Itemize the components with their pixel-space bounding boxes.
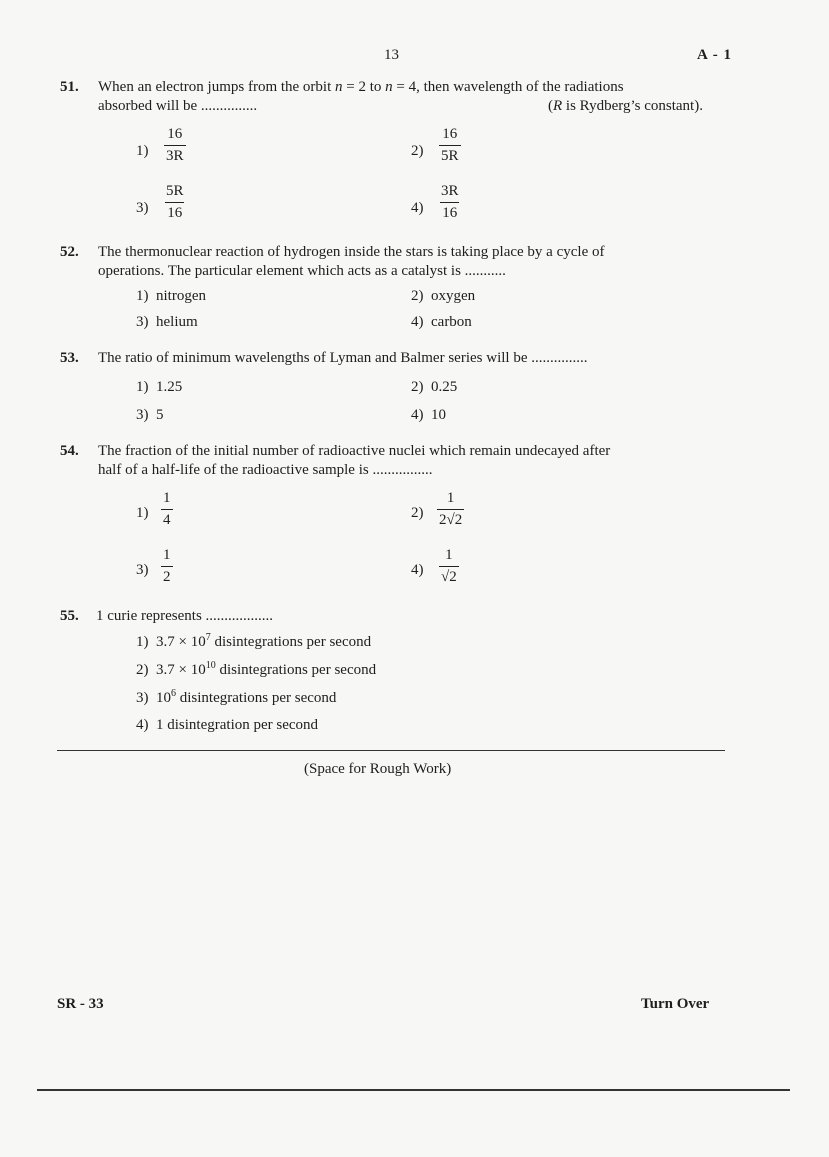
option-label: 2) bbox=[411, 505, 424, 521]
question-number: 55. bbox=[60, 608, 79, 624]
question-text: 1 curie represents .................. bbox=[96, 608, 274, 624]
option-label: 1) bbox=[136, 505, 149, 521]
option: 2) $3.7 \times 10^{10}$ disintegrations per second bbox=[136, 660, 377, 678]
question-text: The thermonuclear reaction of hydrogen inside the stars is taking place by a cycle of bbox=[98, 244, 605, 260]
question-number: 51. bbox=[60, 79, 79, 95]
option-fraction: $\frac{5R}{16}$ bbox=[166, 183, 184, 221]
option-label: 1) bbox=[136, 143, 149, 159]
option-fraction: $\frac{3R}{16}$ bbox=[441, 183, 459, 221]
option-label: 2) bbox=[411, 143, 424, 159]
option: 2) oxygen bbox=[411, 288, 476, 304]
question-number: 53. bbox=[60, 350, 79, 366]
question-note: (R is Rydberg’s constant). bbox=[548, 98, 703, 114]
paper-code: A - 1 bbox=[697, 47, 732, 63]
option: 3) helium bbox=[136, 314, 198, 330]
turn-over: Turn Over bbox=[641, 996, 710, 1012]
option: 3) 5 bbox=[136, 407, 164, 423]
option: 1) $3.7 \times 10^7$ disintegrations per second bbox=[136, 632, 372, 650]
option: 4) 1 disintegration per second bbox=[136, 717, 319, 733]
question-text: The fraction of the initial number of radioactive nuclei which remain undecayed after bbox=[98, 443, 611, 459]
rough-work-label: (Space for Rough Work) bbox=[304, 761, 452, 777]
option-label: 4) bbox=[411, 200, 424, 216]
option-fraction: $\frac{16}{3R}$ bbox=[166, 126, 184, 164]
footer-code: SR - 33 bbox=[57, 996, 104, 1012]
option: 4) carbon bbox=[411, 314, 472, 330]
question-number: 52. bbox=[60, 244, 79, 260]
option-label: 3) bbox=[136, 200, 149, 216]
option: 3) $10^6$ disintegrations per second bbox=[136, 688, 337, 706]
question-text-line2: operations. The particular element which acts as a catalyst is ........... bbox=[98, 263, 506, 279]
page-number: 13 bbox=[384, 47, 399, 63]
option: 1) nitrogen bbox=[136, 288, 206, 304]
question-text-line2: absorbed will be ............... bbox=[98, 98, 258, 114]
option-fraction: $\frac{1}{2}$ bbox=[163, 547, 171, 585]
option-fraction: $\frac{1}{2√2}$ bbox=[439, 490, 463, 528]
option: 2) 0.25 bbox=[411, 379, 458, 395]
option-fraction: $\frac{16}{5R}$ bbox=[441, 126, 459, 164]
question-number: 54. bbox=[60, 443, 79, 459]
option-fraction: $\frac{1}{√2}$ bbox=[441, 547, 457, 585]
question-text: The ratio of minimum wavelengths of Lyman and Balmer series will be ............... bbox=[98, 350, 588, 366]
option: 1) 1.25 bbox=[136, 379, 183, 395]
option: 4) 10 bbox=[411, 407, 446, 423]
question-text: When an electron jumps from the orbit n = 2 to n = 4, then wavelength of the radiations bbox=[98, 79, 624, 95]
option-label: 3) bbox=[136, 562, 149, 578]
question-text-line2: half of a half-life of the radioactive sample is ................ bbox=[98, 462, 433, 478]
option-label: 4) bbox=[411, 562, 424, 578]
bottom-rule bbox=[37, 1089, 790, 1091]
option-fraction: $\frac{1}{4}$ bbox=[163, 490, 171, 528]
divider bbox=[57, 750, 725, 751]
